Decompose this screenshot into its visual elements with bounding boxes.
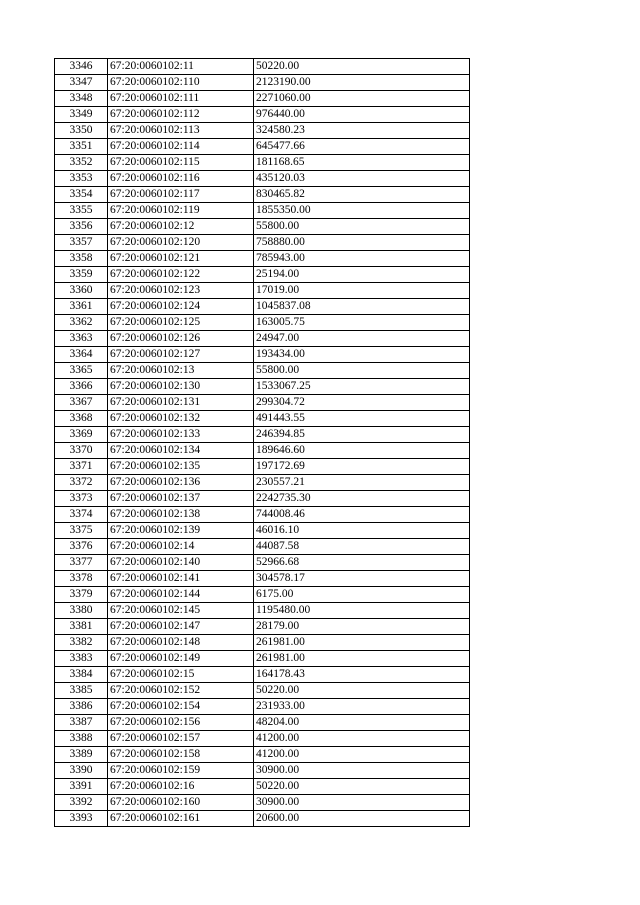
row-number: 3384 bbox=[55, 667, 108, 683]
cadastral-number: 67:20:0060102:112 bbox=[108, 107, 254, 123]
cadastral-number: 67:20:0060102:13 bbox=[108, 363, 254, 379]
cadastral-number: 67:20:0060102:11 bbox=[108, 59, 254, 75]
cadastral-number: 67:20:0060102:161 bbox=[108, 811, 254, 827]
cadastral-value: 41200.00 bbox=[254, 747, 470, 763]
table-row bbox=[55, 811, 470, 827]
cadastral-number: 67:20:0060102:111 bbox=[108, 91, 254, 107]
table-row bbox=[55, 619, 470, 635]
row-number: 3357 bbox=[55, 235, 108, 251]
cadastral-value: 1533067.25 bbox=[254, 379, 470, 395]
row-number: 3379 bbox=[55, 587, 108, 603]
cadastral-number: 67:20:0060102:137 bbox=[108, 491, 254, 507]
row-number: 3349 bbox=[55, 107, 108, 123]
cadastral-number: 67:20:0060102:141 bbox=[108, 571, 254, 587]
cadastral-number: 67:20:0060102:110 bbox=[108, 75, 254, 91]
cadastral-number: 67:20:0060102:160 bbox=[108, 795, 254, 811]
cadastral-value: 491443.55 bbox=[254, 411, 470, 427]
cadastral-value: 2271060.00 bbox=[254, 91, 470, 107]
row-number: 3363 bbox=[55, 331, 108, 347]
cadastral-number: 67:20:0060102:157 bbox=[108, 731, 254, 747]
table-row bbox=[55, 763, 470, 779]
cadastral-number: 67:20:0060102:131 bbox=[108, 395, 254, 411]
table-row bbox=[55, 443, 470, 459]
row-number: 3380 bbox=[55, 603, 108, 619]
cadastral-number: 67:20:0060102:15 bbox=[108, 667, 254, 683]
cadastral-value: 50220.00 bbox=[254, 683, 470, 699]
cadastral-value: 304578.17 bbox=[254, 571, 470, 587]
cadastral-number: 67:20:0060102:116 bbox=[108, 171, 254, 187]
cadastral-number: 67:20:0060102:127 bbox=[108, 347, 254, 363]
table-row bbox=[55, 571, 470, 587]
cadastral-number: 67:20:0060102:132 bbox=[108, 411, 254, 427]
row-number: 3371 bbox=[55, 459, 108, 475]
row-number: 3348 bbox=[55, 91, 108, 107]
row-number: 3375 bbox=[55, 523, 108, 539]
cadastral-value: 193434.00 bbox=[254, 347, 470, 363]
table-row bbox=[55, 635, 470, 651]
row-number: 3361 bbox=[55, 299, 108, 315]
table-row bbox=[55, 427, 470, 443]
table-row bbox=[55, 779, 470, 795]
cadastral-value: 48204.00 bbox=[254, 715, 470, 731]
row-number: 3390 bbox=[55, 763, 108, 779]
row-number: 3347 bbox=[55, 75, 108, 91]
cadastral-number: 67:20:0060102:145 bbox=[108, 603, 254, 619]
row-number: 3354 bbox=[55, 187, 108, 203]
table-row bbox=[55, 587, 470, 603]
table-row bbox=[55, 459, 470, 475]
row-number: 3392 bbox=[55, 795, 108, 811]
cadastral-value: 30900.00 bbox=[254, 795, 470, 811]
cadastral-value: 261981.00 bbox=[254, 635, 470, 651]
cadastral-number: 67:20:0060102:121 bbox=[108, 251, 254, 267]
table-row bbox=[55, 523, 470, 539]
row-number: 3346 bbox=[55, 59, 108, 75]
cadastral-number: 67:20:0060102:115 bbox=[108, 155, 254, 171]
cadastral-value: 645477.66 bbox=[254, 139, 470, 155]
table-row bbox=[55, 283, 470, 299]
cadastral-number: 67:20:0060102:126 bbox=[108, 331, 254, 347]
table-row bbox=[55, 155, 470, 171]
cadastral-number: 67:20:0060102:117 bbox=[108, 187, 254, 203]
cadastral-value: 50220.00 bbox=[254, 779, 470, 795]
table-row bbox=[55, 731, 470, 747]
cadastral-value: 830465.82 bbox=[254, 187, 470, 203]
cadastral-number: 67:20:0060102:144 bbox=[108, 587, 254, 603]
cadastral-value: 41200.00 bbox=[254, 731, 470, 747]
cadastral-value: 197172.69 bbox=[254, 459, 470, 475]
table-row bbox=[55, 747, 470, 763]
cadastral-value: 24947.00 bbox=[254, 331, 470, 347]
table-row bbox=[55, 699, 470, 715]
cadastral-value: 230557.21 bbox=[254, 475, 470, 491]
cadastral-number: 67:20:0060102:125 bbox=[108, 315, 254, 331]
table-row bbox=[55, 203, 470, 219]
row-number: 3378 bbox=[55, 571, 108, 587]
row-number: 3362 bbox=[55, 315, 108, 331]
table-row bbox=[55, 395, 470, 411]
table-row bbox=[55, 539, 470, 555]
cadastral-value: 6175.00 bbox=[254, 587, 470, 603]
cadastral-value: 163005.75 bbox=[254, 315, 470, 331]
cadastral-value: 976440.00 bbox=[254, 107, 470, 123]
table-row bbox=[55, 411, 470, 427]
cadastral-number: 67:20:0060102:14 bbox=[108, 539, 254, 555]
cadastral-value: 28179.00 bbox=[254, 619, 470, 635]
cadastral-number: 67:20:0060102:119 bbox=[108, 203, 254, 219]
cadastral-value: 25194.00 bbox=[254, 267, 470, 283]
cadastral-value: 785943.00 bbox=[254, 251, 470, 267]
table-row bbox=[55, 251, 470, 267]
cadastral-value: 55800.00 bbox=[254, 219, 470, 235]
table-row bbox=[55, 235, 470, 251]
cadastral-value: 30900.00 bbox=[254, 763, 470, 779]
cadastral-value: 1195480.00 bbox=[254, 603, 470, 619]
row-number: 3369 bbox=[55, 427, 108, 443]
cadastral-value: 1045837.08 bbox=[254, 299, 470, 315]
row-number: 3391 bbox=[55, 779, 108, 795]
row-number: 3376 bbox=[55, 539, 108, 555]
table-row bbox=[55, 667, 470, 683]
cadastral-value: 46016.10 bbox=[254, 523, 470, 539]
table-row bbox=[55, 219, 470, 235]
row-number: 3368 bbox=[55, 411, 108, 427]
cadastral-number: 67:20:0060102:154 bbox=[108, 699, 254, 715]
row-number: 3372 bbox=[55, 475, 108, 491]
cadastral-value: 52966.68 bbox=[254, 555, 470, 571]
cadastral-value: 744008.46 bbox=[254, 507, 470, 523]
table-row bbox=[55, 683, 470, 699]
cadastral-value-table bbox=[54, 58, 470, 827]
row-number: 3373 bbox=[55, 491, 108, 507]
cadastral-value: 2123190.00 bbox=[254, 75, 470, 91]
table-row bbox=[55, 379, 470, 395]
cadastral-number: 67:20:0060102:148 bbox=[108, 635, 254, 651]
row-number: 3383 bbox=[55, 651, 108, 667]
table-row bbox=[55, 267, 470, 283]
row-number: 3364 bbox=[55, 347, 108, 363]
cadastral-number: 67:20:0060102:147 bbox=[108, 619, 254, 635]
table-row bbox=[55, 795, 470, 811]
cadastral-number: 67:20:0060102:159 bbox=[108, 763, 254, 779]
row-number: 3366 bbox=[55, 379, 108, 395]
table-row bbox=[55, 555, 470, 571]
row-number: 3352 bbox=[55, 155, 108, 171]
row-number: 3393 bbox=[55, 811, 108, 827]
cadastral-number: 67:20:0060102:133 bbox=[108, 427, 254, 443]
table-row bbox=[55, 299, 470, 315]
cadastral-value: 55800.00 bbox=[254, 363, 470, 379]
row-number: 3382 bbox=[55, 635, 108, 651]
cadastral-number: 67:20:0060102:124 bbox=[108, 299, 254, 315]
cadastral-value: 758880.00 bbox=[254, 235, 470, 251]
row-number: 3351 bbox=[55, 139, 108, 155]
table-row bbox=[55, 715, 470, 731]
cadastral-number: 67:20:0060102:120 bbox=[108, 235, 254, 251]
row-number: 3356 bbox=[55, 219, 108, 235]
cadastral-value: 17019.00 bbox=[254, 283, 470, 299]
row-number: 3386 bbox=[55, 699, 108, 715]
row-number: 3359 bbox=[55, 267, 108, 283]
cadastral-number: 67:20:0060102:123 bbox=[108, 283, 254, 299]
cadastral-value: 164178.43 bbox=[254, 667, 470, 683]
table-row bbox=[55, 363, 470, 379]
cadastral-number: 67:20:0060102:122 bbox=[108, 267, 254, 283]
row-number: 3370 bbox=[55, 443, 108, 459]
cadastral-number: 67:20:0060102:140 bbox=[108, 555, 254, 571]
table-row bbox=[55, 59, 470, 75]
row-number: 3387 bbox=[55, 715, 108, 731]
cadastral-value: 50220.00 bbox=[254, 59, 470, 75]
row-number: 3377 bbox=[55, 555, 108, 571]
cadastral-number: 67:20:0060102:152 bbox=[108, 683, 254, 699]
row-number: 3389 bbox=[55, 747, 108, 763]
row-number: 3358 bbox=[55, 251, 108, 267]
cadastral-value: 435120.03 bbox=[254, 171, 470, 187]
row-number: 3374 bbox=[55, 507, 108, 523]
table-row bbox=[55, 507, 470, 523]
cadastral-number: 67:20:0060102:113 bbox=[108, 123, 254, 139]
row-number: 3350 bbox=[55, 123, 108, 139]
cadastral-number: 67:20:0060102:139 bbox=[108, 523, 254, 539]
cadastral-value: 299304.72 bbox=[254, 395, 470, 411]
cadastral-number: 67:20:0060102:138 bbox=[108, 507, 254, 523]
table-row bbox=[55, 603, 470, 619]
row-number: 3360 bbox=[55, 283, 108, 299]
table-row bbox=[55, 475, 470, 491]
cadastral-number: 67:20:0060102:130 bbox=[108, 379, 254, 395]
table-row bbox=[55, 331, 470, 347]
cadastral-value: 246394.85 bbox=[254, 427, 470, 443]
row-number: 3381 bbox=[55, 619, 108, 635]
cadastral-value: 44087.58 bbox=[254, 539, 470, 555]
cadastral-number: 67:20:0060102:135 bbox=[108, 459, 254, 475]
row-number: 3365 bbox=[55, 363, 108, 379]
row-number: 3367 bbox=[55, 395, 108, 411]
table-row bbox=[55, 187, 470, 203]
cadastral-number: 67:20:0060102:158 bbox=[108, 747, 254, 763]
table-row bbox=[55, 651, 470, 667]
cadastral-value: 324580.23 bbox=[254, 123, 470, 139]
table-row bbox=[55, 315, 470, 331]
cadastral-value: 231933.00 bbox=[254, 699, 470, 715]
cadastral-number: 67:20:0060102:156 bbox=[108, 715, 254, 731]
table-row bbox=[55, 171, 470, 187]
row-number: 3353 bbox=[55, 171, 108, 187]
cadastral-number: 67:20:0060102:114 bbox=[108, 139, 254, 155]
cadastral-value: 2242735.30 bbox=[254, 491, 470, 507]
row-number: 3355 bbox=[55, 203, 108, 219]
table-row bbox=[55, 91, 470, 107]
cadastral-value: 1855350.00 bbox=[254, 203, 470, 219]
cadastral-number: 67:20:0060102:149 bbox=[108, 651, 254, 667]
table-row bbox=[55, 75, 470, 91]
row-number: 3388 bbox=[55, 731, 108, 747]
cadastral-number: 67:20:0060102:136 bbox=[108, 475, 254, 491]
table-row bbox=[55, 491, 470, 507]
cadastral-value: 261981.00 bbox=[254, 651, 470, 667]
cadastral-value: 189646.60 bbox=[254, 443, 470, 459]
cadastral-value: 181168.65 bbox=[254, 155, 470, 171]
table-row bbox=[55, 347, 470, 363]
table-body bbox=[55, 59, 470, 827]
table-row bbox=[55, 107, 470, 123]
table-row bbox=[55, 123, 470, 139]
cadastral-number: 67:20:0060102:134 bbox=[108, 443, 254, 459]
cadastral-number: 67:20:0060102:16 bbox=[108, 779, 254, 795]
cadastral-number: 67:20:0060102:12 bbox=[108, 219, 254, 235]
table-row bbox=[55, 139, 470, 155]
row-number: 3385 bbox=[55, 683, 108, 699]
cadastral-value: 20600.00 bbox=[254, 811, 470, 827]
